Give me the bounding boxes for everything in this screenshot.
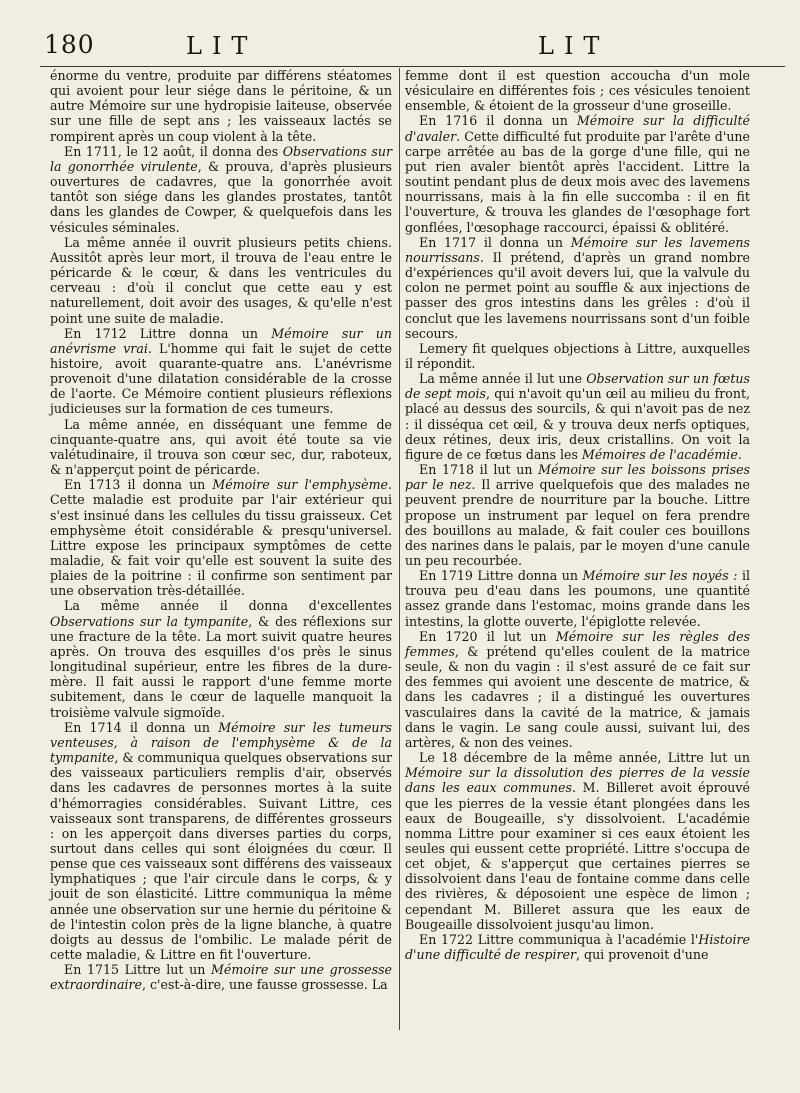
work-title: Mémoire sur la dissolution des pierres de la vessie dans les eaux communes bbox=[405, 765, 750, 796]
text-run: En 1712 Littre donna un bbox=[64, 325, 272, 341]
work-title: Mémoire sur la difficulté d'avaler bbox=[405, 113, 750, 144]
text-run: En 1711, le 12 août, il donna des bbox=[64, 143, 283, 159]
text-run: En 1720 il lut un bbox=[419, 628, 556, 644]
work-title: Mémoire sur l'emphysème bbox=[212, 477, 388, 493]
running-head-left: LIT bbox=[186, 32, 258, 60]
text-run: , qui n'avoit qu'un œil au milieu du front, placé au dessus des sourcils, & qui n'avoit pas de nez : il disséqua cet œil, & y trouva deux nerfs optiques, deux rétines, deux iris, deux cristallins. On voit la figure de ce fœtus dans les bbox=[405, 386, 751, 462]
text-run: La même année il donna d'excellentes bbox=[64, 598, 392, 614]
header-rule bbox=[40, 66, 785, 67]
text-run: . Il arrive quelquefois que des malades ne peuvent prendre de nourriture par la bouche. Littre propose un instrument par lequel on fera prendre des bouillons au malade, & fait couler ces bouillons des narines dans le palais, par le moyen d'une canule un peu recourbée. bbox=[405, 477, 750, 568]
text-run: Lemery fit quelques objections à Littre, auxquelles il répondit. bbox=[405, 340, 750, 371]
work-title: Observations sur la tympanite bbox=[50, 613, 249, 629]
work-title: Mémoire sur les noyés : bbox=[582, 568, 738, 584]
text-run: En 1718 il lut un bbox=[419, 462, 539, 478]
paragraph bbox=[50, 477, 392, 598]
running-head-right: LIT bbox=[538, 32, 610, 60]
text-run: En 1722 Littre communiqua à l'académie l' bbox=[419, 931, 699, 947]
paragraph bbox=[405, 113, 750, 234]
paragraph bbox=[50, 417, 392, 478]
left-column bbox=[50, 68, 392, 993]
paragraph bbox=[405, 235, 750, 341]
text-run: . Cette maladie est produite par l'air extérieur qui s'est insinué dans les cellules du tissu graisseux. Cet emphysème étoit considérable & presqu'universel. Littre expose les principaux symptômes de cette maladie, & fait voir qu'elle est souvent la suite des plaies de la poitrine : il confirme son sentiment par une observation très-détaillée. bbox=[50, 477, 392, 599]
work-title: Mémoire sur une grossesse extraordinaire bbox=[50, 962, 393, 993]
paragraph bbox=[405, 462, 750, 568]
text-run: , qui provenoit d'une bbox=[576, 947, 709, 963]
text-run: énorme du ventre, produite par différens stéatomes qui avoient pour leur siége dans le péritoine, & un autre Mémoire sur une hydropisie laiteuse, observée sur une fille de sept ans ; les vaisseaux lactés se rompirent après un coup violent à la tête. bbox=[50, 68, 392, 144]
text-run: En 1714 il donna un bbox=[64, 719, 219, 735]
right-column bbox=[405, 68, 750, 962]
work-title: Mémoire sur les règles des femmes bbox=[405, 628, 750, 659]
text-run: il trouva peu d'eau dans les poumons, une quantité assez grande dans l'estomac, moins grande dans les intestins, la glotte ouverte, l'épiglotte relevée. bbox=[405, 568, 751, 629]
work-title: Mémoires de l'académie bbox=[581, 446, 738, 462]
work-title: Mémoire sur les tumeurs venteuses, à raison de l'emphysème & de la tympanite bbox=[50, 719, 392, 766]
page-number: 180 bbox=[44, 30, 95, 59]
text-run: , c'est-à-dire, une fausse grossesse. La bbox=[141, 977, 388, 993]
paragraph bbox=[50, 720, 392, 963]
text-run: En 1713 il donna un bbox=[64, 477, 213, 493]
text-run: . M. Billeret avoit éprouvé que les pierres de la vessie étant plongées dans les eaux de Bougeaille, s'y dissolvoient. L'académie nomma Littre pour examiner si ces eaux étoient les seules qui eussent cette propriété. Littre s'occupa de cet objet, & s'apperçut que certaines pierres se dissolvoient dans l'eau de fontaine comme dans celle des rivières, & déposoient une espèce de limon ; cependant M. Billeret assura que les eaux de Bougeaille dissolvoient jusqu'au limon. bbox=[405, 780, 750, 932]
text-run: En 1716 il donna un bbox=[419, 113, 577, 129]
text-run: . Cette difficulté fut produite par l'arête d'une carpe arrêtée au bas de la gorge d'une fille, qui ne put rien avaler bientôt après l'accident. Littre la soutint pendant plus de deux mois avec des lavemens nourrissans, mais à la fin elle succomba : il en fit l'ouverture, & trouva les glandes de l'œsophage fort gonflées, l'œsophage raccourci, épaissi & oblitéré. bbox=[405, 128, 750, 235]
column-divider bbox=[399, 68, 400, 1030]
paragraph bbox=[50, 598, 392, 719]
text-run: , & prouva, d'après plusieurs ouvertures de cadavres, que la gonorrhée avoit tantôt son siége dans les glandes prostates, tantôt dans les glandes de Cowper, & quelquefois dans les vésicules séminales. bbox=[50, 158, 392, 235]
paragraph bbox=[405, 932, 750, 962]
paragraph bbox=[50, 235, 392, 326]
paragraph bbox=[50, 326, 392, 417]
text-run: . L'homme qui fait le sujet de cette histoire, avoit quarante-quatre ans. L'anévrisme provenoit d'une dilatation considérable de la crosse de l'aorte. Ce Mémoire contient plusieurs réflexions judicieuses sur la formation de ces tumeurs. bbox=[50, 340, 392, 417]
work-title: Mémoire sur un anévrisme vrai bbox=[50, 325, 393, 356]
work-title: Mémoire sur les lavemens nourrissans bbox=[405, 234, 750, 265]
paragraph bbox=[405, 629, 750, 750]
text-run: femme dont il est question accoucha d'un mole vésiculaire en différentes fois ; ces vésicules tenoient ensemble, & étoient de la grosseur d'une groseille. bbox=[405, 68, 750, 114]
paragraph bbox=[50, 962, 392, 992]
paragraph bbox=[50, 144, 392, 235]
work-title: Histoire d'une difficulté de respirer bbox=[405, 931, 750, 963]
text-run: , & des réflexions sur une fracture de la tête. La mort suivit quatre heures après. On trouva des esquilles d'os près le sinus longitudinal supérieur, entre les fibres de la dure-mère. Il fait aussi le rapport d'une femme morte subitement, dans le cœur de laquelle manquoit la troisième valvule sigmoïde. bbox=[50, 613, 392, 720]
text-run: , & prétend qu'elles coulent de la matrice seule, & non du vagin : il s'est assuré de ce fait sur des femmes qui avoient une descente de matrice, & dans les cadavres ; il a distingué les ouvertures vasculaires dans la cavité de la matrice, & jamais dans le vagin. Le sang coule aussi, suivant lui, des artères, & non des veines. bbox=[405, 643, 750, 750]
text-run: , & communiqua quelques observations sur des vaisseaux particuliers remplis d'air, observés dans les cadavres de personnes mortes à la suite d'hémorragies considérables. Suivant Littre, ces vaisseaux sont transparens, de différentes grosseurs : on les apperçoit dans diverses parties du corps, surtout dans celles qui sont éloignées du cœur. Il pense que ces vaisseaux sont différens des vaisseaux lymphatiques ; que l'air circule dans le corps, & y jouit de son élasticité. Littre communiqua la même année une observation sur une hernie du péritoine & de l'intestin colon près de la ligne blanche, à quatre doigts au dessus de l'ombilic. Le malade périt de cette maladie, & Littre en fit l'ouverture. bbox=[50, 750, 392, 963]
text-run: La même année il ouvrit plusieurs petits chiens. Aussitôt après leur mort, il trouva de l'eau entre le péricarde & le cœur, & dans les ventricules du cerveau : d'où il conclut que cette eau y est naturellement, doit avoir des usages, & qu'elle n'est point une suite de maladie. bbox=[50, 234, 392, 326]
paragraph bbox=[405, 750, 750, 932]
work-title: Observations sur la gonorrhée virulente bbox=[50, 143, 392, 174]
paragraph bbox=[50, 68, 392, 144]
text-run: En 1717 il donna un bbox=[419, 234, 571, 250]
text-run: En 1715 Littre lut un bbox=[64, 962, 211, 978]
paragraph bbox=[405, 568, 750, 629]
text-run: La même année il lut une bbox=[419, 371, 587, 387]
paragraph bbox=[405, 341, 750, 371]
text-run: En 1719 Littre donna un bbox=[419, 568, 583, 584]
text-run: . Il prétend, d'après un grand nombre d'expériences qu'il avoit devers lui, que la valvule du colon ne permet point au souffle & aux injections de passer des gros intestins dans les grêles : d'où il conclut que les lavemens nourrissans sont d'un foible secours. bbox=[405, 249, 750, 341]
work-title: Mémoire sur les boissons prises par le nez bbox=[405, 462, 750, 493]
work-title: Observation sur un fœtus de sept mois bbox=[405, 371, 750, 402]
text-run: Le 18 décembre de la même année, Littre lut un bbox=[419, 750, 750, 766]
text-run: . bbox=[737, 446, 742, 462]
paragraph bbox=[405, 68, 750, 113]
text-run: La même année, en disséquant une femme de cinquante-quatre ans, qui avoit été toute sa vie valétudinaire, il trouva son cœur sec, dur, raboteux, & n'apperçut point de péricarde. bbox=[50, 416, 392, 478]
paragraph bbox=[405, 371, 750, 462]
